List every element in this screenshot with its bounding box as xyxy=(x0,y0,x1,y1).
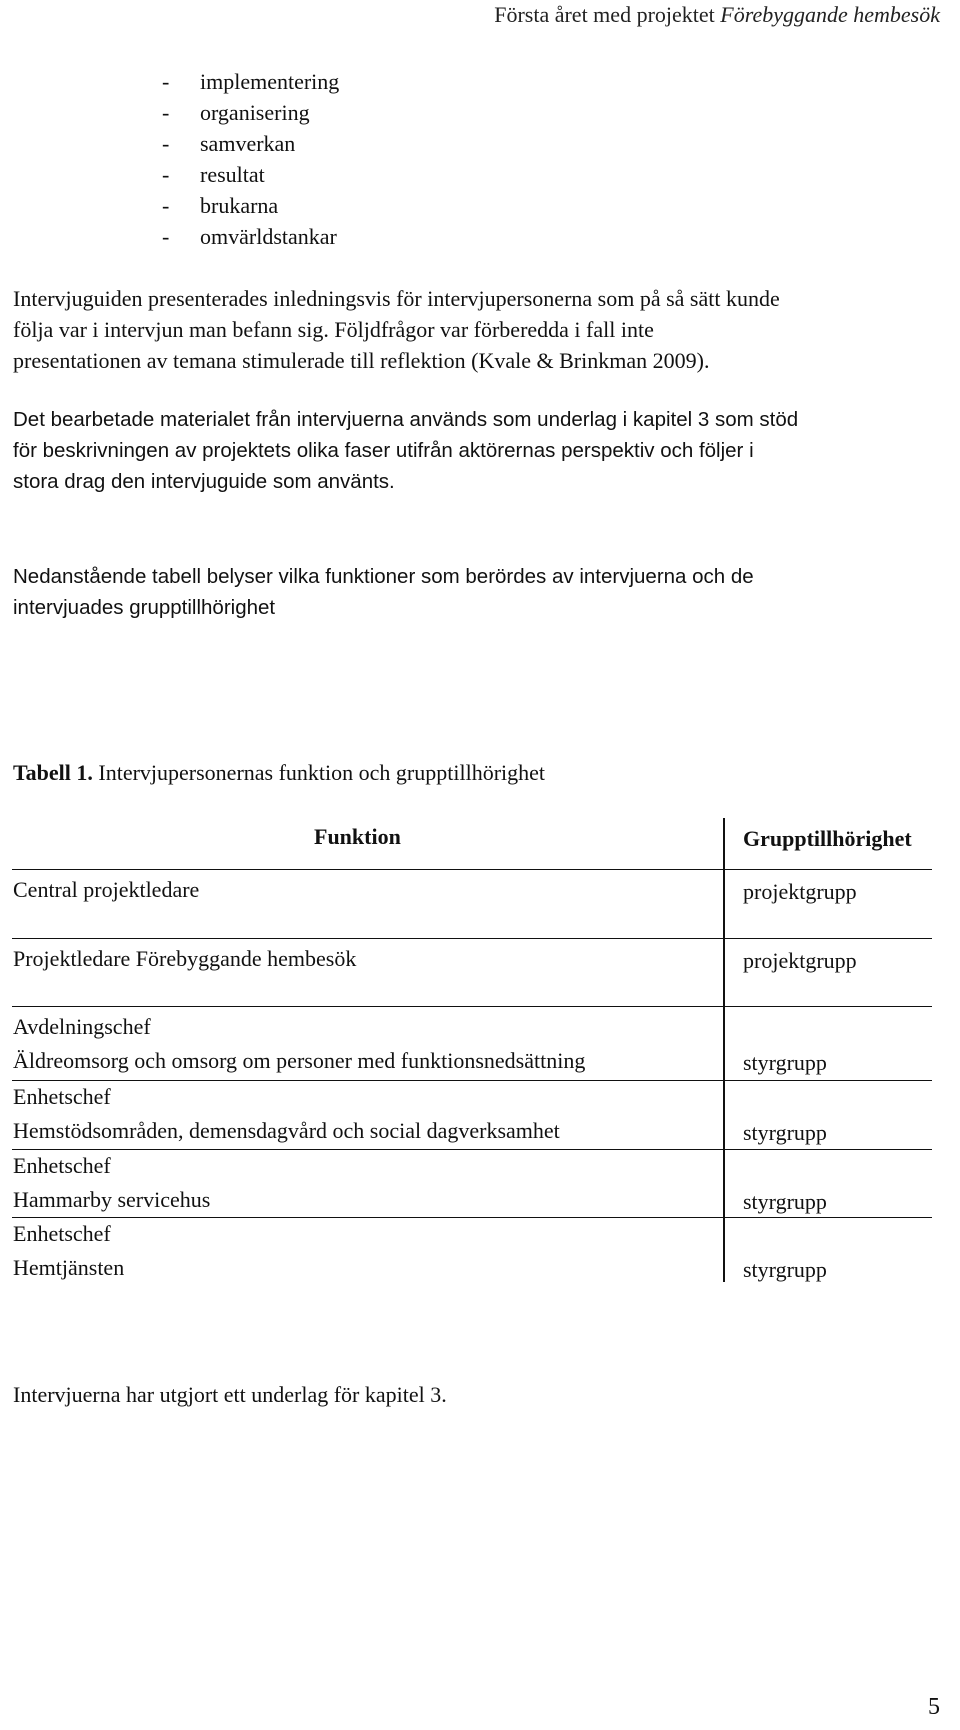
table-cell-funktion: Äldreomsorg och omsorg om personer med funktionsnedsättning xyxy=(13,1048,586,1073)
list-dash: - xyxy=(162,193,170,218)
paragraph-line: stora drag den intervjuguide som använts. xyxy=(13,470,395,493)
table-cell-funktion: Hemtjänsten xyxy=(13,1255,125,1280)
closing-sentence: Intervjuerna har utgjort ett underlag för kapitel 3. xyxy=(13,1382,447,1407)
paragraph-line: intervjuades grupptillhörighet xyxy=(13,596,276,619)
list-dash: - xyxy=(162,131,170,156)
paragraph-line: Det bearbetade materialet från intervjuerna används som underlag i kapitel 3 som stöd xyxy=(13,408,799,431)
row-divider xyxy=(12,1217,932,1218)
table-caption-text: Intervjupersonernas funktion och grupptillhörighet xyxy=(92,760,546,785)
table-cell-funktion: Hammarby servicehus xyxy=(13,1187,211,1212)
page-number: 5 xyxy=(928,1694,940,1720)
table-cell-funktion: Enhetschef xyxy=(13,1153,111,1178)
paragraph-line: presentationen av temana stimulerade till reflektion (Kvale & Brinkman 2009). xyxy=(13,348,710,373)
row-divider xyxy=(12,869,932,870)
row-divider xyxy=(12,938,932,939)
list-item-text: omvärldstankar xyxy=(200,224,337,249)
list-dash: - xyxy=(162,69,170,94)
table-cell-grupp: styrgrupp xyxy=(743,1189,827,1214)
table-caption-label: Tabell 1. xyxy=(13,760,93,785)
list-item-text: brukarna xyxy=(200,193,279,218)
table-cell-grupp: styrgrupp xyxy=(743,1257,827,1282)
table-cell-grupp: projektgrupp xyxy=(743,879,857,904)
row-divider xyxy=(12,1080,932,1081)
list-dash: - xyxy=(162,100,170,125)
table-cell-funktion: Projektledare Förebyggande hembesök xyxy=(13,946,357,971)
column-header-grupp: Grupptillhörighet xyxy=(743,826,912,851)
running-header xyxy=(494,2,940,28)
paragraph-table-intro xyxy=(13,561,913,623)
table-caption xyxy=(13,760,545,786)
list-dash: - xyxy=(162,162,170,187)
list-item-text: samverkan xyxy=(200,131,296,156)
table-cell-funktion: Enhetschef xyxy=(13,1084,111,1109)
paragraph-line: Intervjuguiden presenterades inledningsvis för intervjupersonerna som på så sätt kunde xyxy=(13,286,780,311)
table-cell-grupp: styrgrupp xyxy=(743,1050,827,1075)
list-item-text: resultat xyxy=(200,162,265,187)
list-dash: - xyxy=(162,224,170,249)
paragraph-material xyxy=(13,404,913,497)
table-cell-grupp: styrgrupp xyxy=(743,1120,827,1145)
paragraph-line: följa var i intervjun man befann sig. Följdfrågor var förberedda i fall inte xyxy=(13,317,654,342)
column-divider xyxy=(723,818,725,1282)
row-divider xyxy=(12,1006,932,1007)
header-title: Första året med projektet xyxy=(494,2,715,27)
table-cell-funktion: Central projektledare xyxy=(13,877,200,902)
table-cell-funktion: Hemstödsområden, demensdagvård och social dagverksamhet xyxy=(13,1118,560,1143)
paragraph-line: Nedanstående tabell belyser vilka funktioner som berördes av intervjuerna och de xyxy=(13,565,754,588)
header-project-name: Förebyggande hembesök xyxy=(720,2,940,27)
paragraph-line: för beskrivningen av projektets olika faser utifrån aktörernas perspektiv och följer i xyxy=(13,439,754,462)
table-cell-funktion: Enhetschef xyxy=(13,1221,111,1246)
column-header-funktion: Funktion xyxy=(314,824,401,849)
row-divider xyxy=(12,1149,932,1150)
list-item-text: organisering xyxy=(200,100,310,125)
table-cell-funktion: Avdelningschef xyxy=(13,1014,151,1039)
paragraph-interview-guide xyxy=(13,283,913,376)
table-cell-grupp: projektgrupp xyxy=(743,948,857,973)
list-item-text: implementering xyxy=(200,69,340,94)
